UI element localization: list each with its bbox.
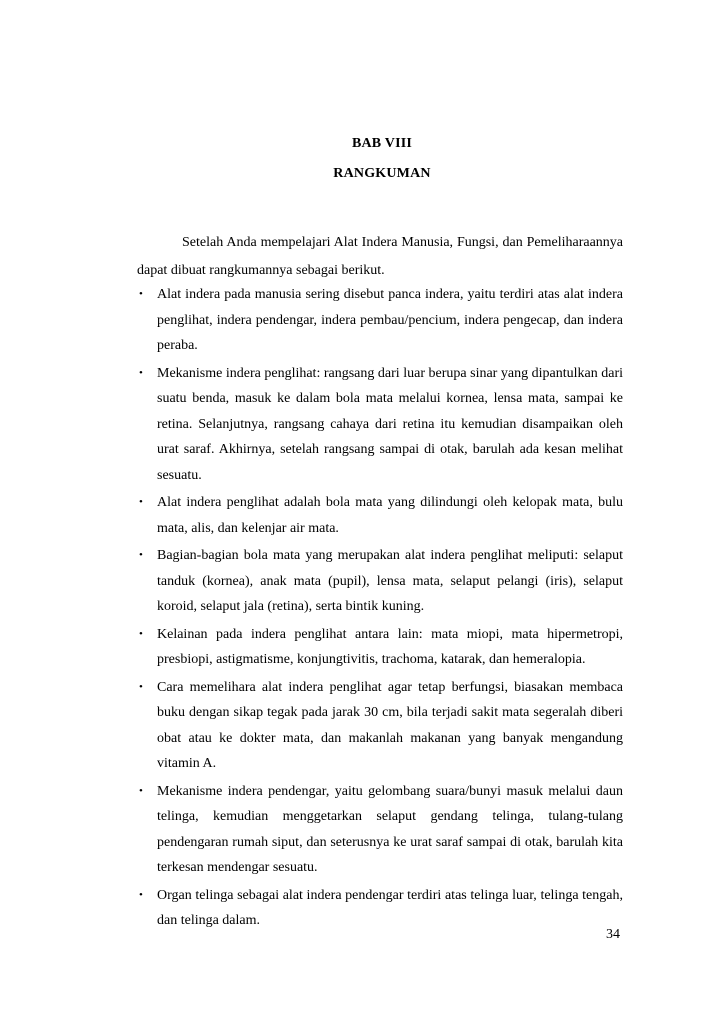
- chapter-title: RANGKUMAN: [333, 166, 431, 181]
- list-item: [137, 361, 623, 489]
- bullet-icon: •: [139, 366, 143, 379]
- list-item: [137, 675, 623, 777]
- list-item-text: Bagian-bagian bola mata yang merupakan alat indera penglihat meliputi: selaput tanduk (kornea), anak mata (pupil), lensa mata, selaput pelangi (iris), selaput koroid, selaput jala (retina), serta bintik kuning.: [157, 548, 623, 614]
- bullet-icon: •: [139, 288, 143, 300]
- list-item-text: Mekanisme indera penglihat: rangsang dari luar berupa sinar yang dipantulkan dari suatu benda, masuk ke dalam bola mata melalui kornea, lensa mata, sampai ke retina. Selanjutnya, rangsang cahaya dari retina itu kemudian disampaikan oleh urat saraf. Akhirnya, setelah rangsang sampai di otak, barulah ada kesan melihat sesuatu.: [157, 365, 623, 483]
- intro-paragraph: Setelah Anda mempelajari Alat Indera Manusia, Fungsi, dan Pemeliharaannya dapat dibuat rangkumannya sebagai berikut.: [137, 235, 623, 278]
- list-item-text: Organ telinga sebagai alat indera pendengar terdiri atas telinga luar, telinga tengah, dan telinga dalam.: [157, 887, 623, 928]
- list-item: [137, 779, 623, 881]
- bullet-icon: •: [139, 627, 143, 640]
- bullet-icon: •: [139, 784, 143, 797]
- list-item: [137, 282, 623, 359]
- chapter-heading: BAB VIII: [351, 136, 413, 151]
- bullet-icon: •: [139, 888, 143, 901]
- list-item-text: Cara memelihara alat indera penglihat agar tetap berfungsi, biasakan membaca buku dengan sikap tegak pada jarak 30 cm, bila terjadi sakit mata segeralah diberi obat atau ke dokter mata, dan makanlah makanan yang banyak mengandung vitamin A.: [157, 679, 623, 771]
- summary-list: [137, 282, 623, 936]
- list-item: [137, 883, 623, 934]
- list-item: [137, 543, 623, 620]
- list-item-text: Alat indera pada manusia sering disebut panca indera, yaitu terdiri atas alat indera penglihat, indera pendengar, indera pembau/pencium, indera pengecap, dan indera peraba.: [157, 287, 623, 353]
- page-number: 34: [606, 927, 620, 942]
- list-item: [137, 622, 623, 673]
- bullet-icon: •: [139, 680, 143, 693]
- bullet-icon: •: [139, 496, 143, 508]
- list-item: [137, 490, 623, 541]
- list-item-text: Alat indera penglihat adalah bola mata yang dilindungi oleh kelopak mata, bulu mata, alis, dan kelenjar air mata.: [157, 495, 623, 536]
- bullet-icon: •: [139, 549, 143, 561]
- list-item-text: Kelainan pada indera penglihat antara lain: mata miopi, mata hipermetropi, presbiopi, astigmatisme, konjungtivitis, trachoma, katarak, dan hemeralopia.: [157, 626, 623, 667]
- list-item-text: Mekanisme indera pendengar, yaitu gelombang suara/bunyi masuk melalui daun telinga, kemudian menggetarkan selaput gendang telinga, tulang-tulang pendengaran rumah siput, dan seterusnya ke urat saraf sampai di otak, barulah kita terkesan mendengar sesuatu.: [157, 783, 623, 875]
